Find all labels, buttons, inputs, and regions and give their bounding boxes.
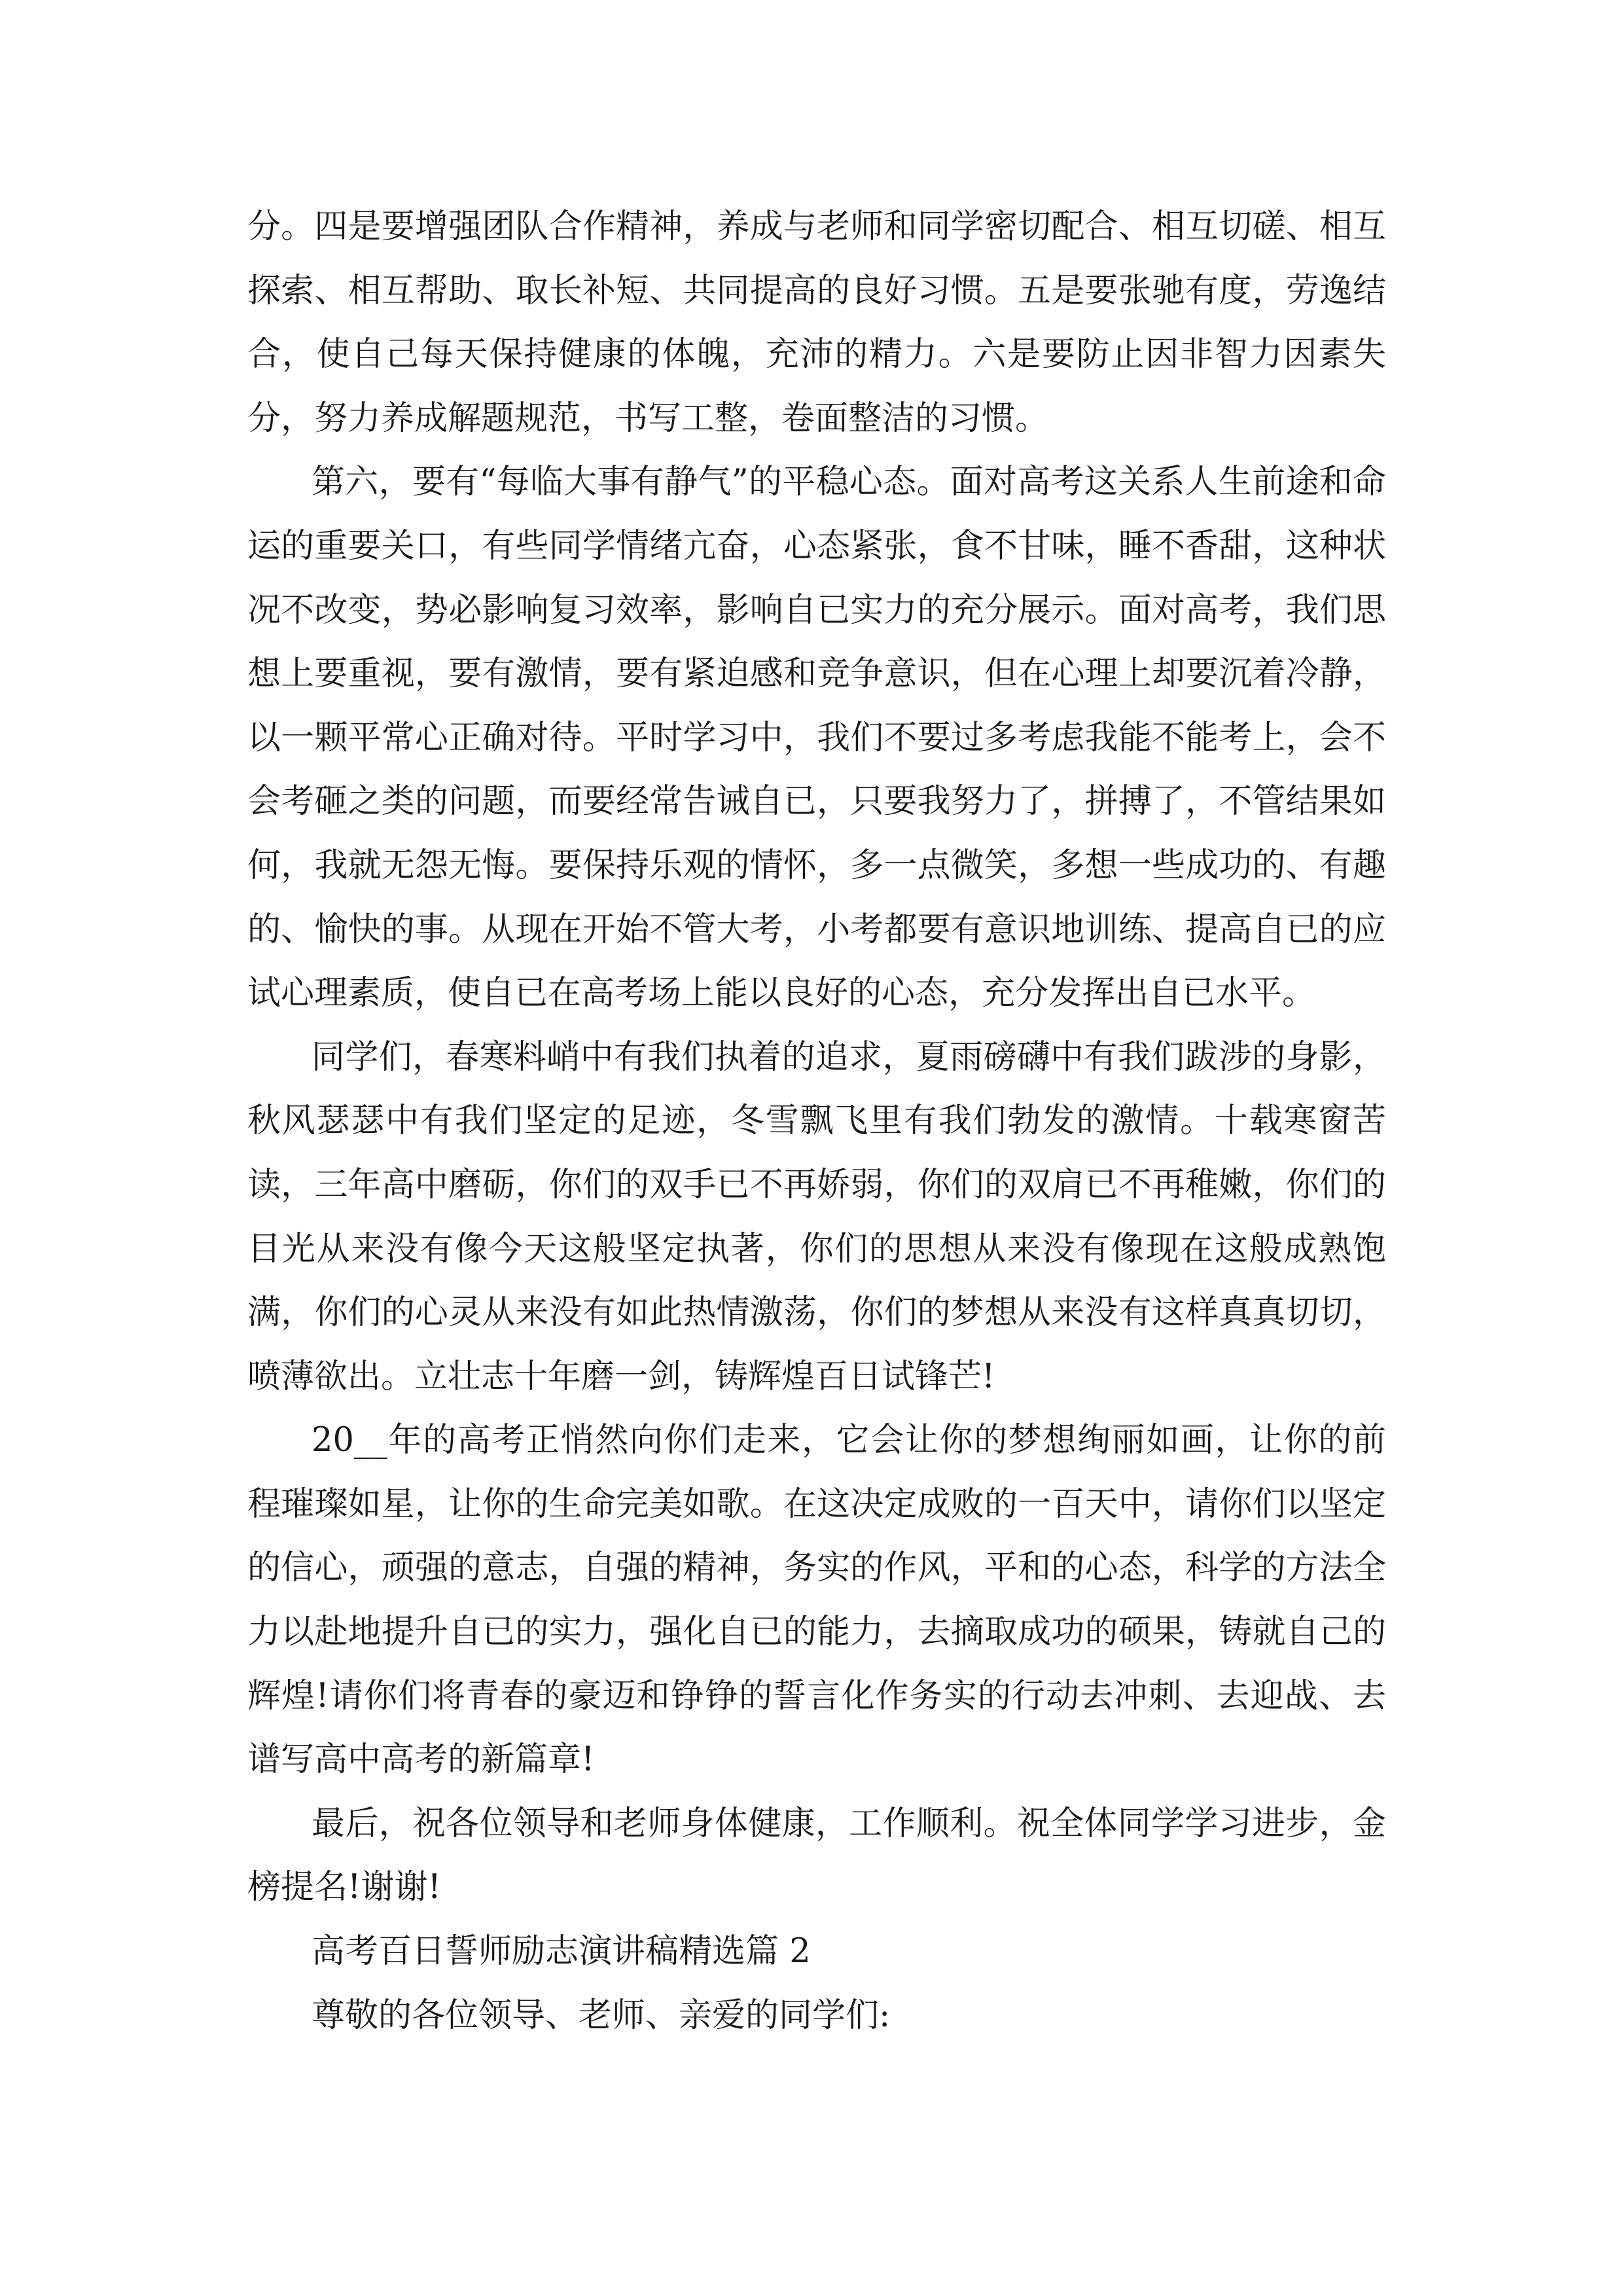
salutation: 尊敬的各位领导、老师、亲爱的同学们: xyxy=(312,1996,891,2035)
paragraph-continued: 分。四是要增强团队合作精神，养成与老师和同学密切配合、相互切磋、相互探索、相互帮助、取长补短、共同提高的良好习惯。五是要张驰有度，劳逸结合，使自己每天保持健康的体魄，充沛的精力。六是要防止因非智力因素失分，努力养成解题规范，书写工整，卷面整洁的习惯。 xyxy=(247,207,1386,438)
paragraph-sixth-point: 第六，要有“每临大事有静气”的平稳心态。面对高考这关系人生前途和命运的重要关口，有些同学情绪亢奋，心态紧张，食不甘味，睡不香甜，这种状况不改变，势必影响复习效率，影响自已实力的充分展示。面对高考，我们思想上要重视，要有激情，要有紧迫感和竞争意识，但在心理上却要沉着冷静，以一颗平常心正确对待。平时学习中，我们不要过多考虑我能不能考上，会不会考砸之类的问题，而要经常告诫自已，只要我努力了，拼搏了，不管结果如何，我就无怨无悔。要保持乐观的情怀，多一点微笑，多想一些成功的、有趣的、愉快的事。从现在开始不管大考，小考都要有意识地训练、提高自已的应试心理素质，使自已在高考场上能以良好的心态，充分发挥出自已水平。 xyxy=(247,463,1386,1013)
section-heading: 高考百日誓师励志演讲稿精选篇 2 xyxy=(312,1932,811,1971)
paragraph-exam-approaching: 20__年的高考正悄然向你们走来，它会让你的梦想绚丽如画，让你的前程璀璨如星，让你的生命完美如歌。在这决定成败的一百天中，请你们以坚定的信心，顽强的意志，自强的精神，务实的作风，平和的心态，科学的方法全力以赴地提升自已的实力，强化自已的能力，去摘取成功的硕果，铸就自己的辉煌!请你们将青春的豪迈和铮铮的誓言化作务实的行动去冲刺、去迎战、去谱写高中高考的新篇章! xyxy=(247,1421,1386,1780)
paragraph-closing: 最后，祝各位领导和老师身体健康，工作顺利。祝全体同学学习进步，金榜提名!谢谢! xyxy=(247,1804,1386,1907)
document-body xyxy=(247,195,1386,2047)
paragraph-students-address: 同学们，春寒料峭中有我们执着的追求，夏雨磅礴中有我们跋涉的身影，秋风瑟瑟中有我们坚定的足迹，冬雪飘飞里有我们勃发的激情。十载寒窗苦读，三年高中磨砺，你们的双手已不再娇弱，你们的双肩已不再稚嫩，你们的目光从来没有像今天这般坚定执著，你们的思想从来没有像现在这般成熟饱满，你们的心灵从来没有如此热情激荡，你们的梦想从来没有这样真真切切，喷薄欲出。立壮志十年磨一剑，铸辉煌百日试锋芒! xyxy=(247,1037,1386,1396)
